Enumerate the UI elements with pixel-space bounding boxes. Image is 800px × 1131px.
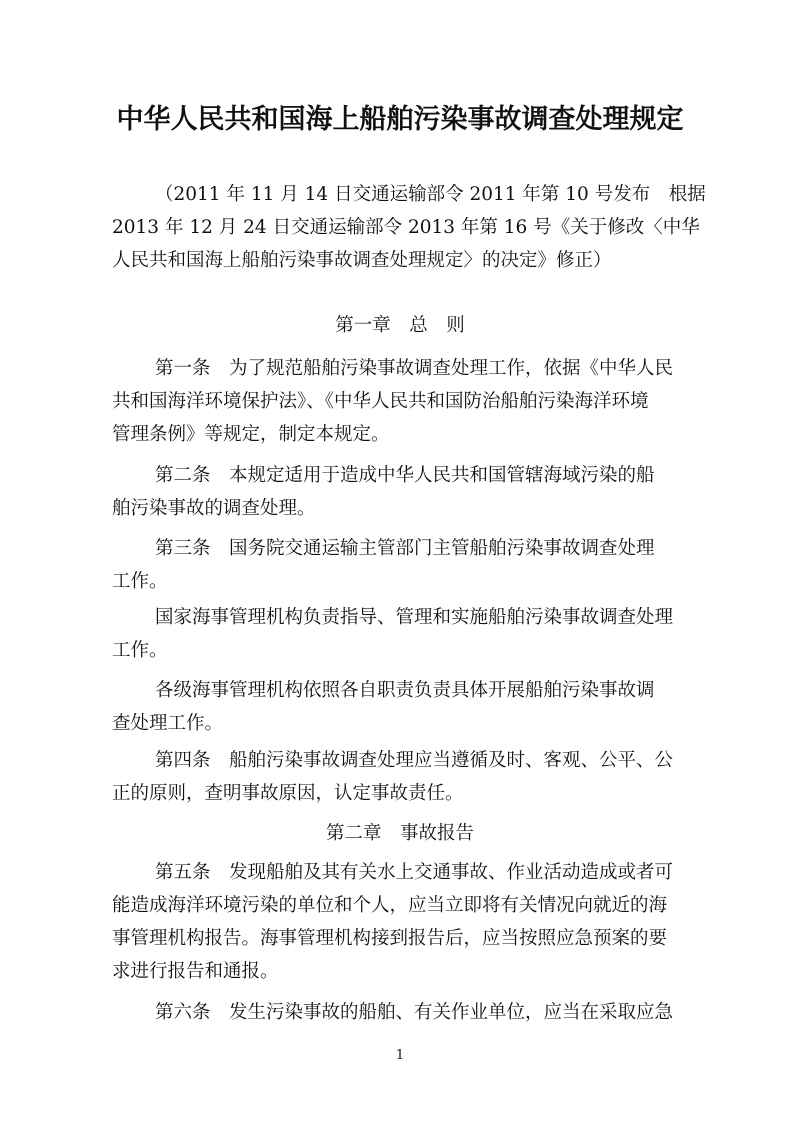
article-3-para2-line-2: 工作。 [112,640,168,661]
article-3-para2-line-1: 国家海事管理机构负责指导、管理和实施船舶污染事故调查处理 [155,607,674,628]
chapter-1-heading: 第一章 总 则 [335,315,465,336]
article-2-line-1: 第二条 本规定适用于造成中华人民共和国管辖海域污染的船 [155,465,655,486]
article-1-line-1: 第一条 为了规范船舶污染事故调查处理工作，依据《中华人民 [155,358,674,379]
article-4-line-1: 第四条 船舶污染事故调查处理应当遵循及时、客观、公平、公 [155,750,674,771]
article-5-line-2: 能造成海洋环境污染的单位和个人，应当立即将有关情况向就近的海 [112,895,668,916]
document-title: 中华人民共和国海上船舶污染事故调查处理规定 [116,104,684,135]
preamble-line-3: 人民共和国海上船舶污染事故调查处理规定〉的决定》修正） [112,250,612,271]
article-1-line-3: 管理条例》等规定，制定本规定。 [112,424,390,445]
article-3-para3-line-1: 各级海事管理机构依照各自职责负责具体开展船舶污染事故调 [155,680,655,701]
preamble-line-2: 2013 年 12 月 24 日交通运输部令 2013 年第 16 号《关于修改〈中华 [112,217,700,238]
article-3-line-1: 第三条 国务院交通运输主管部门主管船舶污染事故调查处理 [155,538,655,559]
chapter-2-heading: 第二章 事故报告 [325,823,474,844]
article-5-line-4: 求进行报告和通报。 [112,961,279,982]
article-5-line-1: 第五条 发现船舶及其有关水上交通事故、作业活动造成或者可 [155,862,674,883]
article-2-line-2: 舶污染事故的调查处理。 [112,498,316,519]
article-3-line-2: 工作。 [112,571,168,592]
article-5-line-3: 事管理机构报告。海事管理机构接到报告后，应当按照应急预案的要 [112,928,668,949]
preamble-line-1: （2011 年 11 月 14 日交通运输部令 2011 年第 10 号发布 根据 [155,184,706,205]
page-number: 1 [395,1048,405,1063]
article-6-line-1: 第六条 发生污染事故的船舶、有关作业单位，应当在采取应急 [155,1002,674,1023]
article-4-line-2: 正的原则，查明事故原因，认定事故责任。 [112,783,464,804]
article-3-para3-line-2: 查处理工作。 [112,713,224,734]
article-1-line-2: 共和国海洋环境保护法》、《中华人民共和国防治船舶污染海洋环境 [112,391,649,412]
